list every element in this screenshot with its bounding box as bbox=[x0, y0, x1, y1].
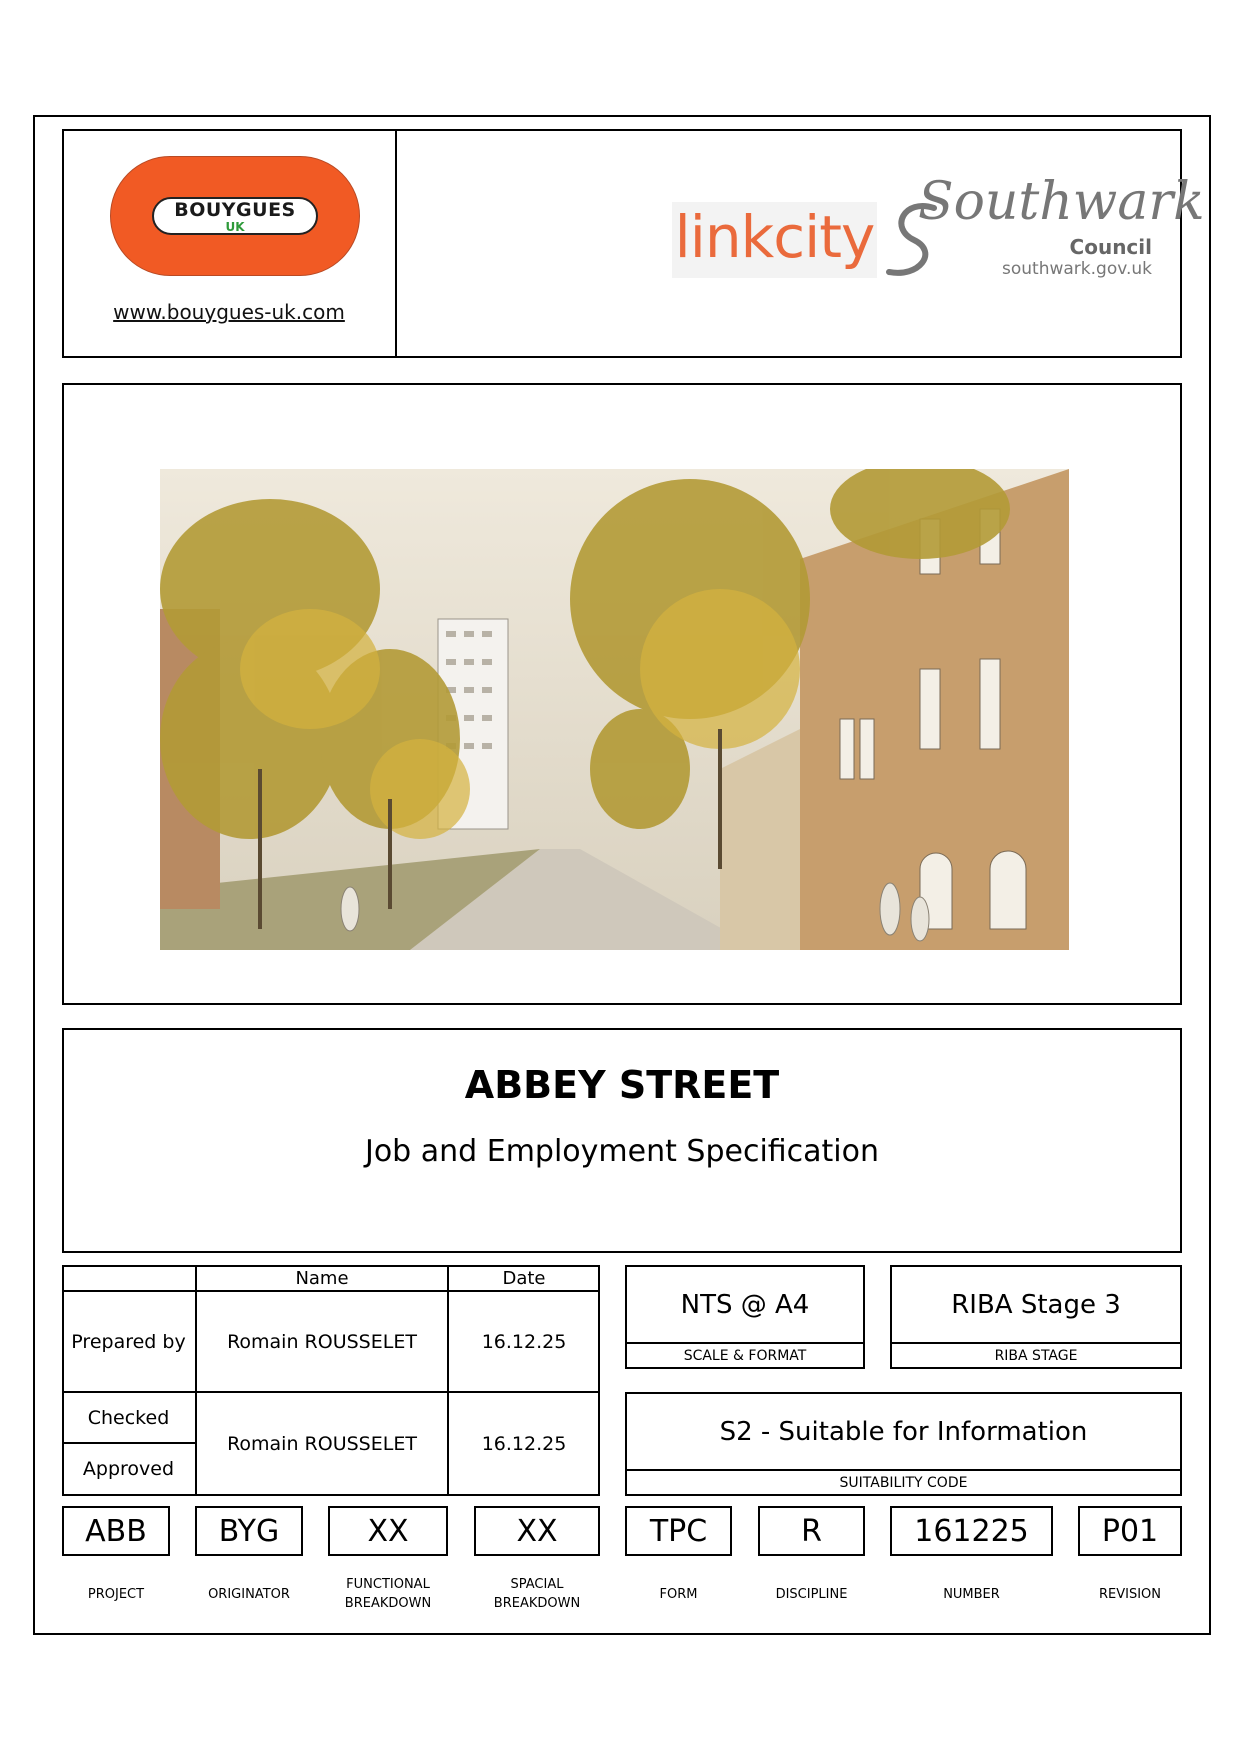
code-originator: BYG bbox=[195, 1506, 303, 1556]
col-header-date: Date bbox=[502, 1267, 546, 1289]
code-functional-breakdown-label: FUNCTIONAL BREAKDOWN bbox=[344, 1577, 432, 1611]
riba-stage-label: RIBA STAGE bbox=[994, 1347, 1078, 1364]
project-title: ABBEY STREET bbox=[464, 1063, 780, 1107]
checked-label: Checked bbox=[87, 1406, 170, 1429]
southwark-website-text: southwark.gov.uk bbox=[1002, 259, 1152, 279]
bouygues-logo-uk: UK bbox=[225, 220, 245, 234]
code-originator-label: ORIGINATOR bbox=[208, 1586, 290, 1602]
code-spacial-breakdown-label: SPACIAL BREAKDOWN bbox=[493, 1577, 581, 1611]
prepared-by-name: Romain ROUSSELET bbox=[227, 1330, 417, 1353]
code-number: 161225 bbox=[890, 1506, 1053, 1556]
code-revision: P01 bbox=[1078, 1506, 1182, 1556]
code-discipline: R bbox=[758, 1506, 865, 1556]
street-illustration bbox=[160, 469, 1069, 950]
scale-format-value: NTS @ A4 bbox=[680, 1289, 810, 1320]
col-header-name: Name bbox=[295, 1267, 349, 1289]
code-revision-label: REVISION bbox=[1098, 1586, 1162, 1602]
suitability-value: S2 - Suitable for Information bbox=[719, 1416, 1088, 1447]
bouygues-logo-word: BOUYGUES bbox=[174, 199, 296, 221]
code-project-label: PROJECT bbox=[87, 1586, 145, 1602]
southwark-logo-text: Southwark bbox=[918, 172, 1205, 232]
approved-label: Approved bbox=[82, 1458, 175, 1480]
scale-format-label: SCALE & FORMAT bbox=[683, 1347, 807, 1364]
prepared-by-date: 16.12.25 bbox=[481, 1330, 567, 1353]
southwark-logo-swoosh bbox=[884, 198, 944, 282]
code-functional-breakdown: XX bbox=[328, 1506, 448, 1556]
code-form-label: FORM bbox=[659, 1586, 698, 1602]
document-subtitle: Job and Employment Specification bbox=[364, 1134, 880, 1169]
code-spacial-breakdown: XX bbox=[474, 1506, 600, 1556]
southwark-council-text: Council bbox=[1069, 235, 1152, 259]
code-number-label: NUMBER bbox=[943, 1586, 1000, 1602]
checked-date: 16.12.25 bbox=[481, 1432, 567, 1455]
riba-stage-value: RIBA Stage 3 bbox=[951, 1289, 1121, 1320]
prepared-by-label: Prepared by bbox=[71, 1330, 186, 1353]
code-project: ABB bbox=[62, 1506, 170, 1556]
linkcity-logo-text: linkcity bbox=[674, 203, 875, 271]
checked-name: Romain ROUSSELET bbox=[227, 1432, 417, 1455]
code-form: TPC bbox=[625, 1506, 732, 1556]
code-discipline-label: DISCIPLINE bbox=[775, 1586, 848, 1602]
suitability-label: SUITABILITY CODE bbox=[839, 1474, 968, 1491]
website-link[interactable]: www.bouygues-uk.com bbox=[113, 300, 345, 324]
